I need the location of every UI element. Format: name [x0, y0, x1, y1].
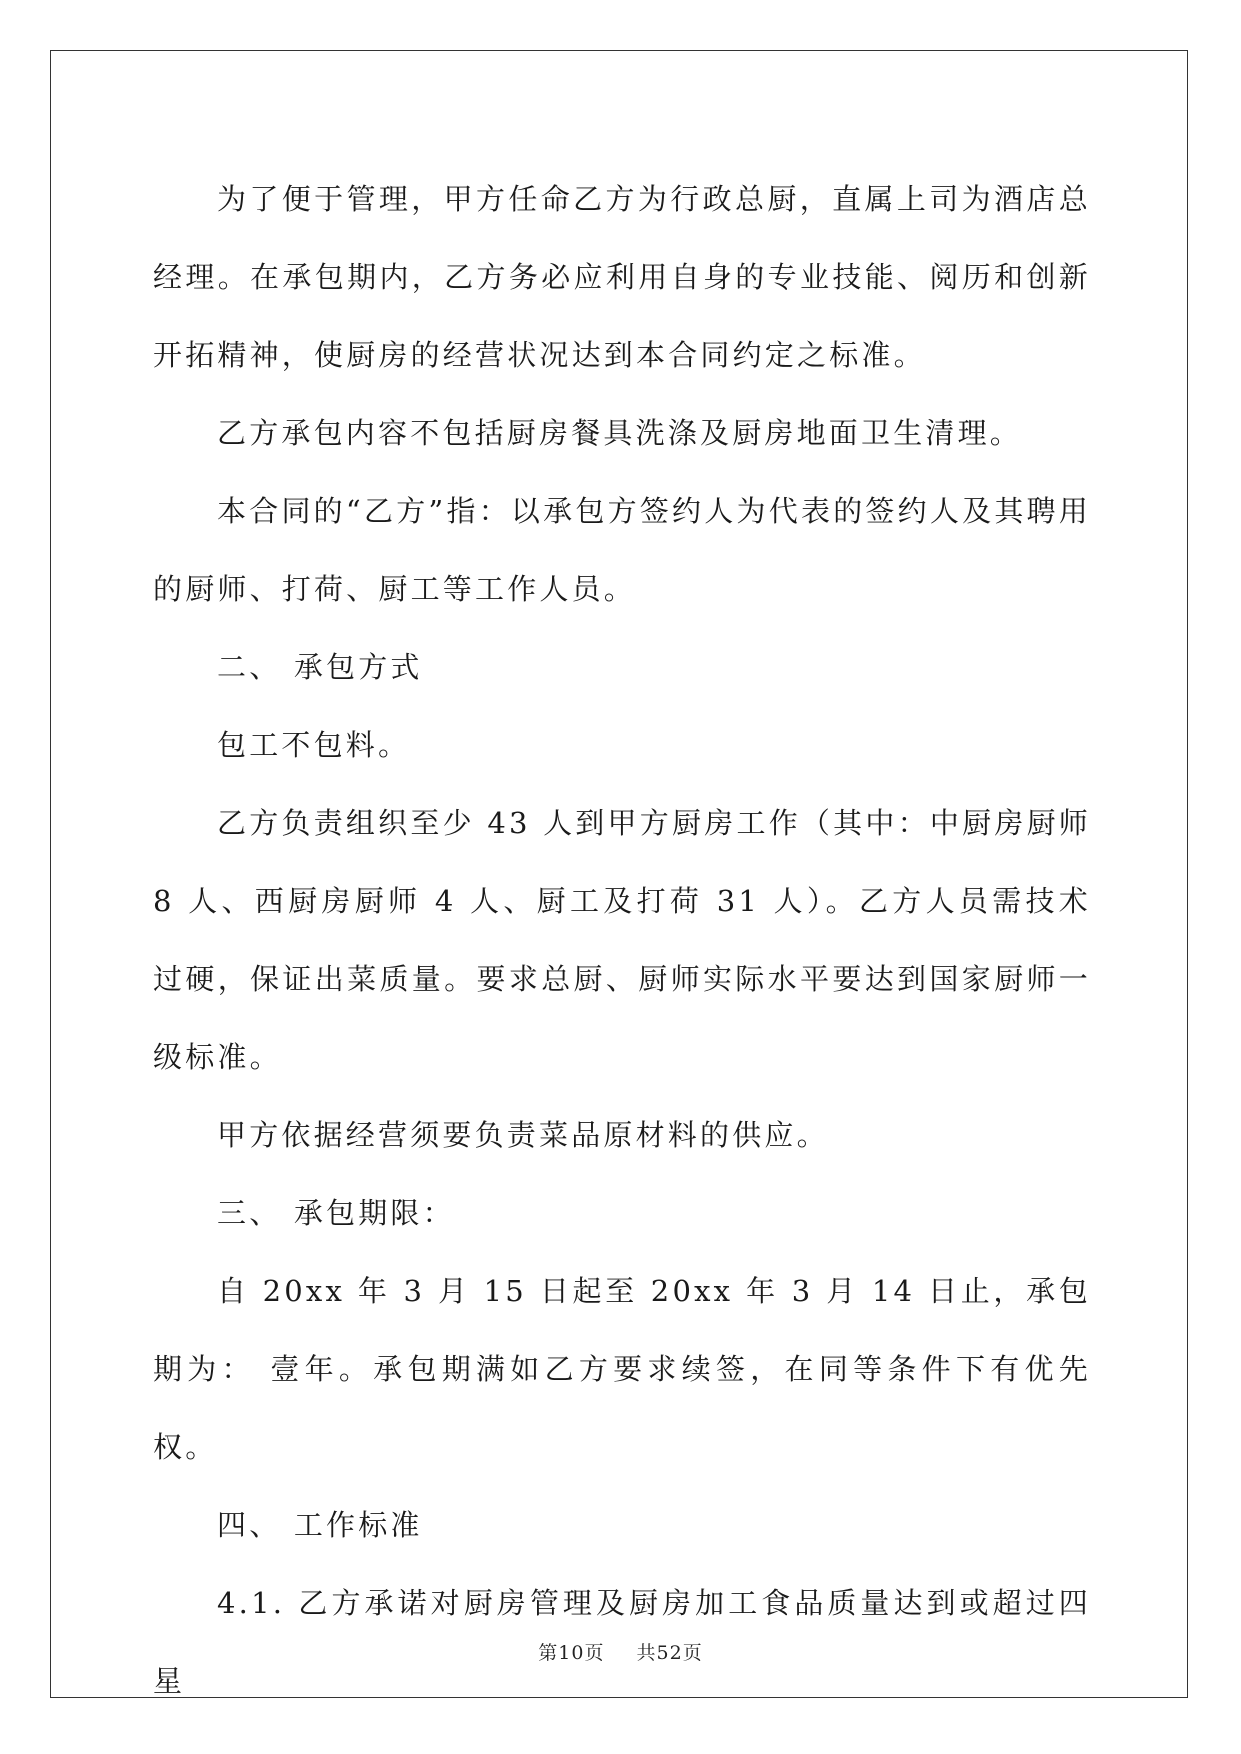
section-heading: 二、 承包方式 [217, 650, 423, 684]
paragraph: 乙方承包内容不包括厨房餐具洗涤及厨房地面卫生清理。 [217, 416, 1023, 450]
document-body [153, 160, 1091, 1720]
paragraph: 自 20xx 年 3 月 15 日起至 20xx 年 3 月 14 日止，承包期为： 壹年。承包期满如乙方要求续签，在同等条件下有优先权。 [153, 1274, 1091, 1464]
section-heading: 三、 承包期限： [217, 1196, 455, 1230]
paragraph: 甲方依据经营须要负责菜品原材料的供应。 [217, 1118, 829, 1152]
section-heading: 四、 工作标准 [217, 1508, 423, 1542]
page-footer [0, 1638, 1241, 1665]
page-number: 第10页 [538, 1642, 605, 1664]
paragraph: 为了便于管理，甲方任命乙方为行政总厨，直属上司为酒店总经理。在承包期内，乙方务必应利用自身的专业技能、阅历和创新开拓精神，使厨房的经营状况达到本合同约定之标准。 [153, 182, 1091, 372]
paragraph: 乙方负责组织至少 43 人到甲方厨房工作（其中：中厨房厨师 8 人、西厨房厨师 4 人、厨工及打荷 31 人）。乙方人员需技术过硬，保证出菜质量。要求总厨、厨师实际水平要达到国家厨师一级标准。 [153, 806, 1091, 1074]
page-total: 共52页 [636, 1642, 703, 1664]
paragraph: 4.1. 乙方承诺对厨房管理及厨房加工食品质量达到或超过四星 [153, 1586, 1091, 1698]
paragraph: 本合同的“乙方”指：以承包方签约人为代表的签约人及其聘用的厨师、打荷、厨工等工作人员。 [153, 494, 1091, 606]
paragraph: 包工不包料。 [217, 728, 411, 762]
